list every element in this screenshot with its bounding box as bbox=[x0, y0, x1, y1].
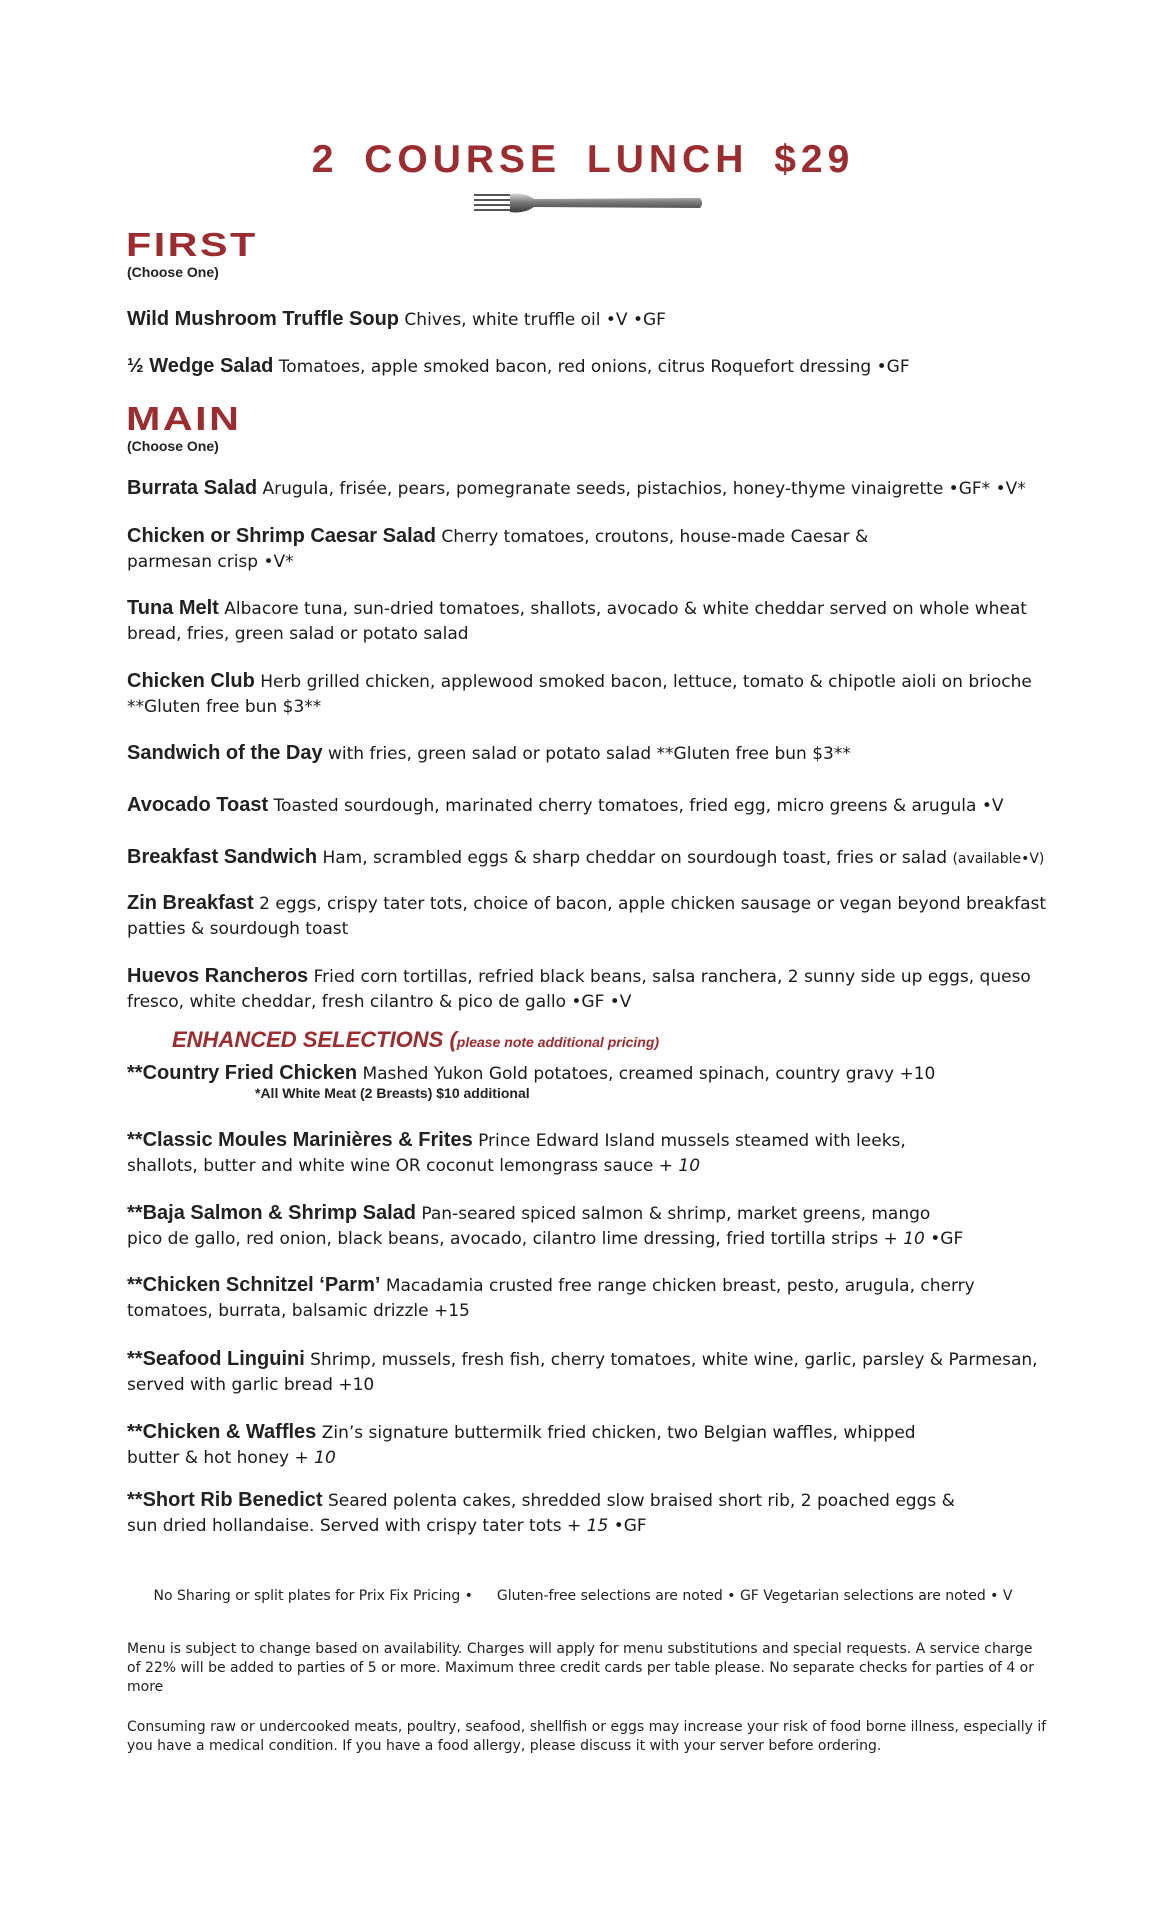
policy-note: Menu is subject to change based on availability. Charges will apply for menu substitutions and special requests. A service charge of 22% will be added to parties of 5 or more. Maximum three credit cards per table please. No separate checks for parties of 4 or more bbox=[127, 1641, 1034, 1695]
item-name: Sandwich of the Day bbox=[127, 742, 323, 764]
item-name: Wild Mushroom Truffle Soup bbox=[127, 308, 400, 330]
item-tag: •GF bbox=[924, 1229, 964, 1249]
menu-item bbox=[127, 1273, 1057, 1323]
menu-item bbox=[127, 845, 1057, 871]
item-desc-continued: served with garlic bread +10 bbox=[127, 1375, 375, 1395]
menu-item bbox=[127, 741, 1057, 766]
item-price: + 10 bbox=[658, 1156, 701, 1176]
menu-item bbox=[127, 1201, 1057, 1251]
item-note: (available•V) bbox=[952, 851, 1045, 867]
menu-item bbox=[127, 1128, 1057, 1178]
item-name: Zin Breakfast bbox=[127, 892, 254, 914]
item-name: ½ Wedge Salad bbox=[127, 355, 274, 377]
item-desc: Cherry tomatoes, croutons, house-made Caesar & bbox=[436, 527, 869, 547]
item-name: Avocado Toast bbox=[127, 794, 269, 816]
item-desc: 2 eggs, crispy tater tots, choice of bacon, apple chicken sausage or vegan beyond breakfast bbox=[253, 894, 1047, 914]
first-choose-note: (Choose One) bbox=[127, 264, 219, 280]
menu-item bbox=[127, 354, 1057, 379]
item-desc: Seared polenta cakes, shredded slow braised short rib, 2 poached eggs & bbox=[322, 1491, 955, 1511]
item-name: **Classic Moules Marinières & Frites bbox=[127, 1129, 473, 1151]
item-desc: Prince Edward Island mussels steamed with leeks, bbox=[472, 1131, 906, 1151]
menu-item bbox=[127, 891, 1057, 941]
item-name: Chicken or Shrimp Caesar Salad bbox=[127, 525, 437, 547]
menu-item bbox=[127, 476, 1057, 501]
item-name: **Country Fried Chicken bbox=[127, 1062, 358, 1084]
item-name: Chicken Club bbox=[127, 670, 255, 692]
item-desc-continued: butter & hot honey bbox=[127, 1448, 295, 1468]
item-name: Breakfast Sandwich bbox=[127, 846, 318, 868]
item-desc: Mashed Yukon Gold potatoes, creamed spinach, country gravy +10 bbox=[357, 1064, 936, 1084]
item-desc-continued: patties & sourdough toast bbox=[127, 919, 349, 939]
item-name: Tuna Melt bbox=[127, 597, 219, 619]
no-sharing-note: No Sharing or split plates for Prix Fix Pricing • bbox=[153, 1588, 473, 1604]
fork-icon bbox=[472, 190, 704, 216]
item-desc: Shrimp, mussels, fresh fish, cherry tomatoes, white wine, garlic, parsley & Parmesan, bbox=[304, 1350, 1038, 1370]
menu-item bbox=[127, 669, 1057, 719]
item-name: **Short Rib Benedict bbox=[127, 1489, 323, 1511]
item-desc: Macadamia crusted free range chicken breast, pesto, arugula, cherry bbox=[380, 1276, 975, 1296]
item-tag: •GF bbox=[608, 1516, 647, 1536]
item-price: + 10 bbox=[883, 1229, 925, 1249]
item-desc: Fried corn tortillas, refried black beans, salsa ranchera, 2 sunny side up eggs, queso bbox=[308, 967, 1031, 987]
menu-title: 2 COURSE LUNCH $29 bbox=[311, 138, 855, 181]
item-desc: Zin’s signature buttermilk fried chicken, two Belgian waffles, whipped bbox=[316, 1423, 916, 1443]
item-desc-continued: tomatoes, burrata, balsamic drizzle +15 bbox=[127, 1301, 470, 1321]
item-name: **Baja Salmon & Shrimp Salad bbox=[127, 1202, 416, 1224]
white-meat-note: *All White Meat (2 Breasts) $10 additional bbox=[255, 1085, 530, 1101]
main-heading: MAIN bbox=[126, 400, 242, 437]
main-choose-note: (Choose One) bbox=[127, 438, 219, 454]
item-name: **Chicken Schnitzel ‘Parm’ bbox=[127, 1274, 381, 1296]
item-desc-continued: parmesan crisp •V* bbox=[127, 552, 294, 572]
item-price: + 15 bbox=[567, 1516, 609, 1536]
item-desc-continued: shallots, butter and white wine OR coconut lemongrass sauce bbox=[127, 1156, 659, 1176]
item-name: Huevos Rancheros bbox=[127, 965, 309, 987]
item-desc: with fries, green salad or potato salad **Gluten free bun $3** bbox=[322, 744, 851, 764]
menu-item bbox=[127, 1488, 1057, 1538]
enhanced-pricing-note: please note additional pricing) bbox=[456, 1034, 660, 1050]
enhanced-title: ENHANCED SELECTIONS ( bbox=[172, 1027, 457, 1052]
first-heading: FIRST bbox=[126, 226, 258, 263]
item-name: Burrata Salad bbox=[127, 477, 258, 499]
item-name: **Seafood Linguini bbox=[127, 1348, 305, 1370]
item-desc-continued: sun dried hollandaise. Served with crispy tater tots bbox=[127, 1516, 568, 1536]
item-desc: Arugula, frisée, pears, pomegranate seeds, pistachios, honey-thyme vinaigrette •GF* •V* bbox=[257, 479, 1026, 499]
item-desc: Pan-seared spiced salmon & shrimp, market greens, mango bbox=[415, 1204, 931, 1224]
item-name: **Chicken & Waffles bbox=[127, 1421, 317, 1443]
item-desc-continued: bread, fries, green salad or potato salad bbox=[127, 624, 469, 644]
menu-item bbox=[127, 307, 1057, 332]
menu-item bbox=[127, 1420, 1057, 1470]
item-desc: Herb grilled chicken, applewood smoked bacon, lettuce, tomato & chipotle aioli on brioche bbox=[254, 672, 1032, 692]
item-desc: Toasted sourdough, marinated cherry tomatoes, fried egg, micro greens & arugula •V bbox=[268, 796, 1004, 816]
menu-item bbox=[127, 1347, 1057, 1397]
item-desc: Chives, white truffle oil •V •GF bbox=[399, 310, 666, 330]
food-safety-warning: Consuming raw or undercooked meats, poultry, seafood, shellfish or eggs may increase your risk of food borne illness, especially if you have a medical condition. If you have a food allergy, please discuss it with your server before ordering. bbox=[127, 1719, 1047, 1754]
item-price: + 10 bbox=[294, 1448, 336, 1468]
item-desc-continued: pico de gallo, red onion, black beans, avocado, cilantro lime dressing, fried tortilla strips bbox=[127, 1229, 884, 1249]
menu-item bbox=[127, 596, 1057, 646]
item-desc-continued: **Gluten free bun $3** bbox=[127, 697, 322, 717]
menu-item bbox=[127, 524, 1057, 574]
menu-item bbox=[127, 964, 1057, 1014]
item-desc: Ham, scrambled eggs & sharp cheddar on sourdough toast, fries or salad bbox=[317, 848, 953, 868]
menu-item bbox=[127, 1061, 1057, 1086]
menu-item bbox=[127, 793, 1057, 818]
item-desc-continued: fresco, white cheddar, fresh cilantro & pico de gallo •GF •V bbox=[127, 992, 632, 1012]
dietary-key: Gluten-free selections are noted • GF Vegetarian selections are noted • V bbox=[496, 1588, 1013, 1604]
item-desc: Albacore tuna, sun-dried tomatoes, shallots, avocado & white cheddar served on whole wheat bbox=[218, 599, 1027, 619]
item-desc: Tomatoes, apple smoked bacon, red onions, citrus Roquefort dressing •GF bbox=[273, 357, 910, 377]
dietary-legend bbox=[0, 1588, 1166, 1604]
enhanced-heading bbox=[172, 1027, 659, 1053]
